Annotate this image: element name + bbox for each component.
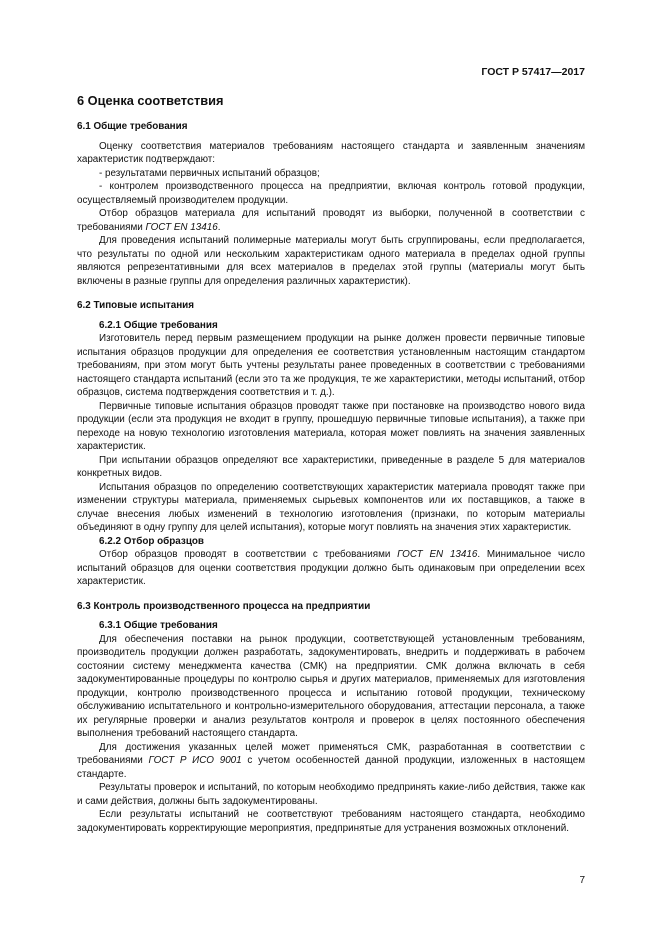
paragraph: Оценку соответствия материалов требованиям настоящего стандарта и заявленным значениям характеристик подтверждают: — [77, 140, 585, 165]
paragraph: Для проведения испытаний полимерные материалы могут быть сгруппированы, если предполагается, что результаты по одной или нескольким характеристикам одного материала в пределах одной группы являются репрезентативными для всех материалов в пределах этой группы (материалы могут быть включены в разные группы для определения различных характеристик). — [77, 235, 585, 287]
standard-reference: ГОСТ EN 13416 — [145, 221, 218, 233]
list-item: - контролем производственного процесса на предприятии, включая контроль готовой продукции, осуществляемый производителем продукции. — [77, 181, 585, 206]
paragraph: Первичные типовые испытания образцов проводят также при постановке на производство нового вида продукции (если эта продукция не входит в группу, прошедшую первичные типовые испытания), а также при переходе на новую технологию изготовления материала, которая может повлиять на значения заявленных характеристик. — [77, 400, 585, 452]
section-6-1-title: 6.1 Общие требования — [77, 121, 188, 132]
paragraph: Для достижения указанных целей может применяться СМК, разработанная в соответствии с требованиями ГОСТ Р ИСО 9001 с учетом особенностей данной продукции, изложенных в настоящем стандарте. — [77, 741, 585, 780]
paragraph: Изготовитель перед первым размещением продукции на рынке должен провести первичные типовые испытания образцов продукции для определения ее соответствия установленным настоящим стандартом требованиям, при этом могут быть учтены результаты ранее проведенных в соответствии с требованиями настоящего стандарта испытаний (если это та же продукция, те же характеристики, методы испытаний, отбор образцов, система подтверждения соответствия и т. д.). — [77, 333, 585, 398]
standard-reference: ГОСТ EN 13416 — [397, 549, 478, 560]
standard-reference: ГОСТ Р ИСО 9001 — [148, 755, 242, 766]
paragraph: Если результаты испытаний не соответствуют требованиям настоящего стандарта, необходимо задокументировать корректирующие мероприятия, предпринятые для устранения возможных отклонений. — [77, 809, 585, 834]
section-6-2-2-title: 6.2.2 Отбор образцов — [99, 535, 204, 547]
paragraph: Испытания образцов по определению соответствующих характеристик материала проводят также при изменении структуры материала, применяемых сырьевых компонентов или их поставщиков, а также в случае внесения любых изменений в технологию изготовления (признаки, по которым материалы объединяют в одну группу для целей испытания), которые могут повлиять на значения этих характеристик. — [77, 481, 585, 533]
section-6-3-title: 6.3 Контроль производственного процесса на предприятии — [77, 600, 371, 612]
document-code: ГОСТ Р 57417—2017 — [481, 66, 585, 78]
section-6-2-1-title: 6.2.1 Общие требования — [99, 319, 218, 331]
section-6-title: 6 Оценка соответствия — [77, 93, 224, 108]
section-6-3-1-title: 6.3.1 Общие требования — [99, 620, 218, 631]
page-number: 7 — [579, 875, 585, 886]
page-content — [77, 93, 585, 835]
paragraph: Результаты проверок и испытаний, по которым необходимо предпринять какие-либо действия, также как и сами действия, должны быть задокументированы. — [77, 782, 585, 807]
paragraph: Для обеспечения поставки на рынок продукции, соответствующей установленным требованиям, производитель продукции должен разработать, задокументировать, внедрить и поддерживать в рабочем состоянии систему менеджмента качества (СМК) на предприятии. СМК должна включать в себя задокументированные процедуры по контролю сырья и других материалов, применяемых для изготовления продукции, контролю производственного процесса и испытанию готовой продукции, техническому обслуживанию испытательного и контрольно-измерительного оборудования, аттестации персонала, а также их регулярные проверки и анализ результатов контроля и проверок в целях постоянного обеспечения выполнения требований настоящего стандарта. — [77, 633, 585, 739]
section-6-2-title: 6.2 Типовые испытания — [77, 300, 195, 311]
list-item: - результатами первичных испытаний образцов; — [99, 167, 320, 179]
paragraph: Отбор образцов материала для испытаний проводят из выборки, полученной в соответствии с требованиями ГОСТ EN 13416. — [77, 208, 585, 233]
paragraph: При испытании образцов определяют все характеристики, приведенные в разделе 5 для материалов конкретных видов. — [77, 454, 585, 479]
paragraph: Отбор образцов проводят в соответствии с требованиями ГОСТ EN 13416. Минимальное число испытаний образцов для оценки соответствия продукции должно быть одинаковым при определении всех характеристик. — [77, 549, 585, 587]
